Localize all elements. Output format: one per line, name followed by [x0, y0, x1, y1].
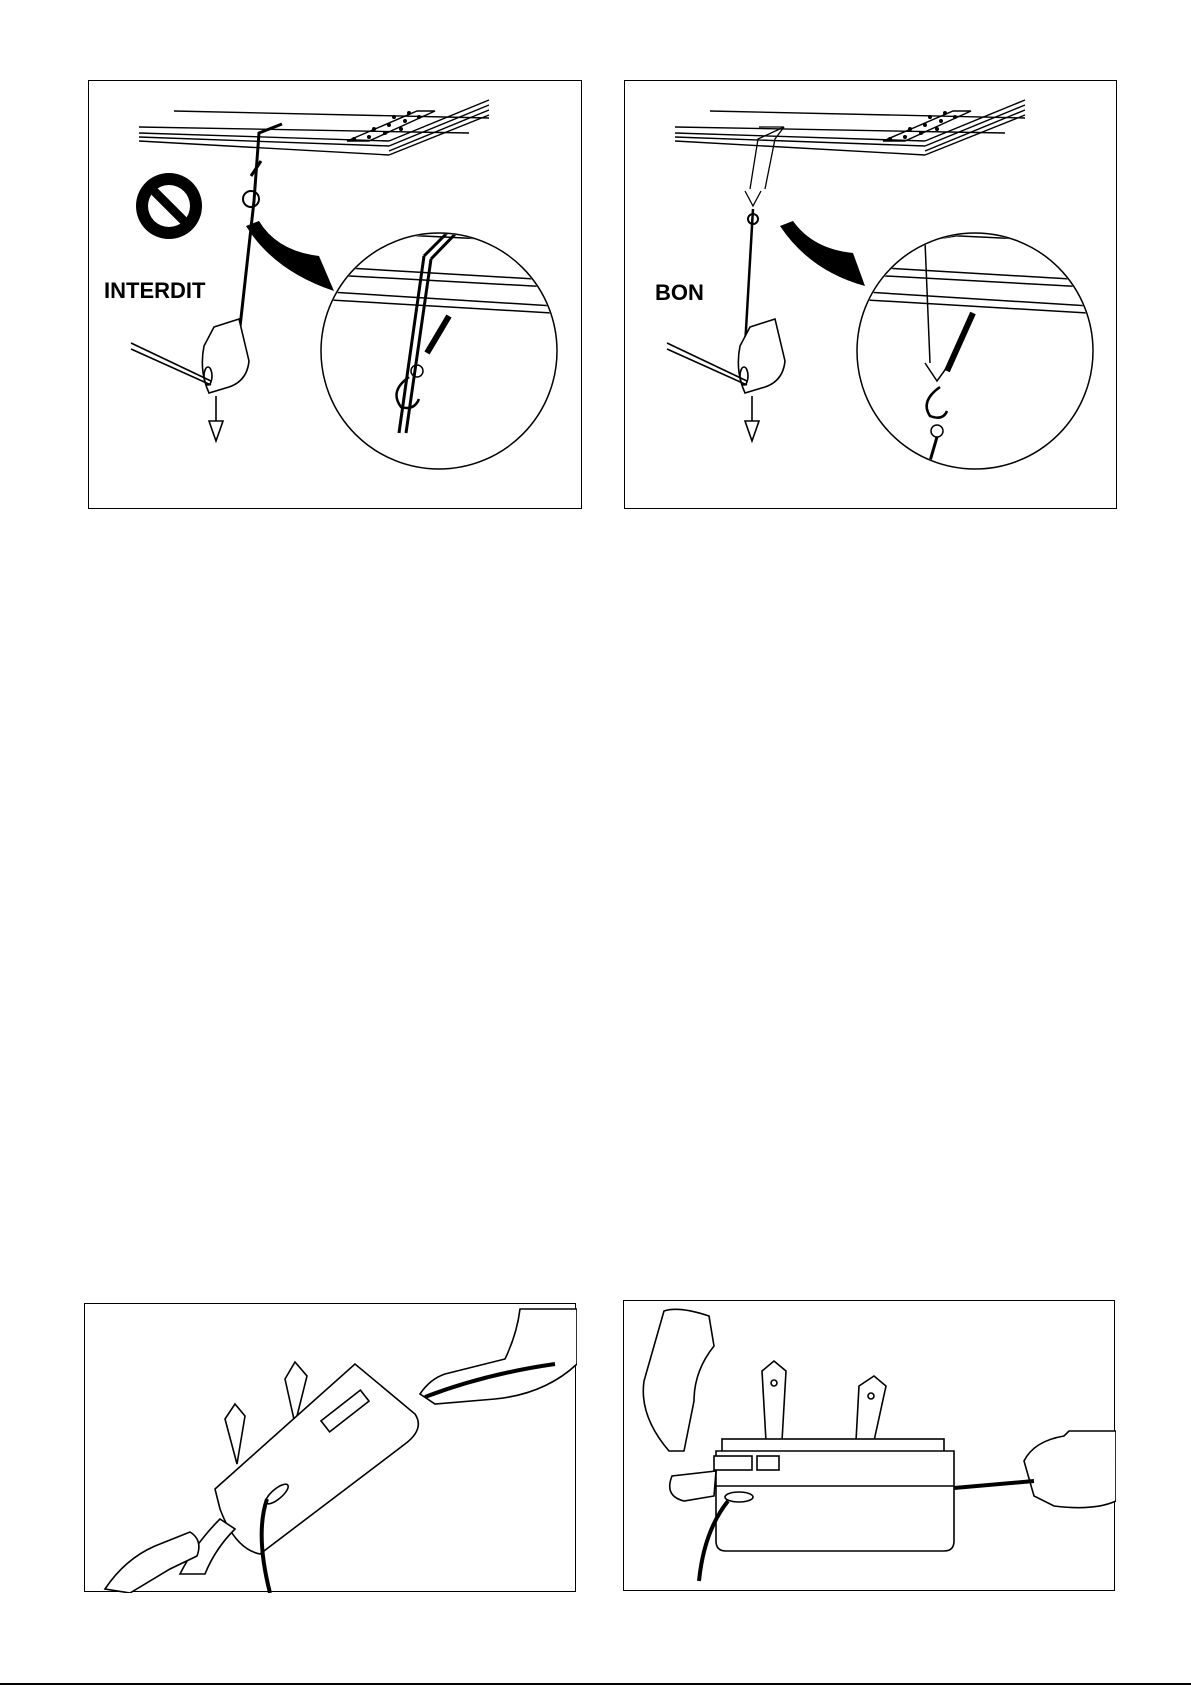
prohibited-icon — [136, 173, 202, 239]
hoist-body — [131, 319, 249, 441]
nameplate — [757, 1456, 779, 1470]
hoist-body — [215, 1364, 418, 1554]
rope-slot — [725, 1492, 753, 1502]
ceiling-beam — [139, 100, 489, 155]
correct-label: BON — [655, 280, 704, 305]
panel-hoist-handling-2 — [623, 1300, 1115, 1591]
anchor-plate — [856, 1376, 886, 1441]
anchor-plate — [225, 1404, 245, 1464]
anchor-plate — [762, 1361, 786, 1441]
hoist-handling-illustration-2 — [624, 1301, 1116, 1592]
anchor-hole — [771, 1380, 777, 1386]
panel-correct-rigging — [624, 80, 1117, 509]
panel-hoist-handling-1 — [84, 1303, 576, 1592]
left-hand — [643, 1309, 714, 1451]
anchor-hole — [868, 1393, 874, 1399]
forbidden-rigging-illustration — [89, 81, 583, 510]
left-hand — [105, 1532, 199, 1593]
right-hand — [1024, 1431, 1116, 1508]
detail-magnifier — [780, 221, 1105, 469]
hoist-body — [667, 319, 785, 441]
detail-magnifier — [246, 221, 569, 469]
hoist-handling-illustration-1 — [85, 1304, 577, 1593]
forbidden-label: INTERDIT — [104, 278, 206, 303]
ceiling-beam — [675, 100, 1025, 155]
release-lever — [670, 1471, 716, 1501]
panel-forbidden-rigging — [88, 80, 582, 509]
correct-rigging-illustration — [625, 81, 1118, 510]
nameplate — [714, 1456, 752, 1470]
